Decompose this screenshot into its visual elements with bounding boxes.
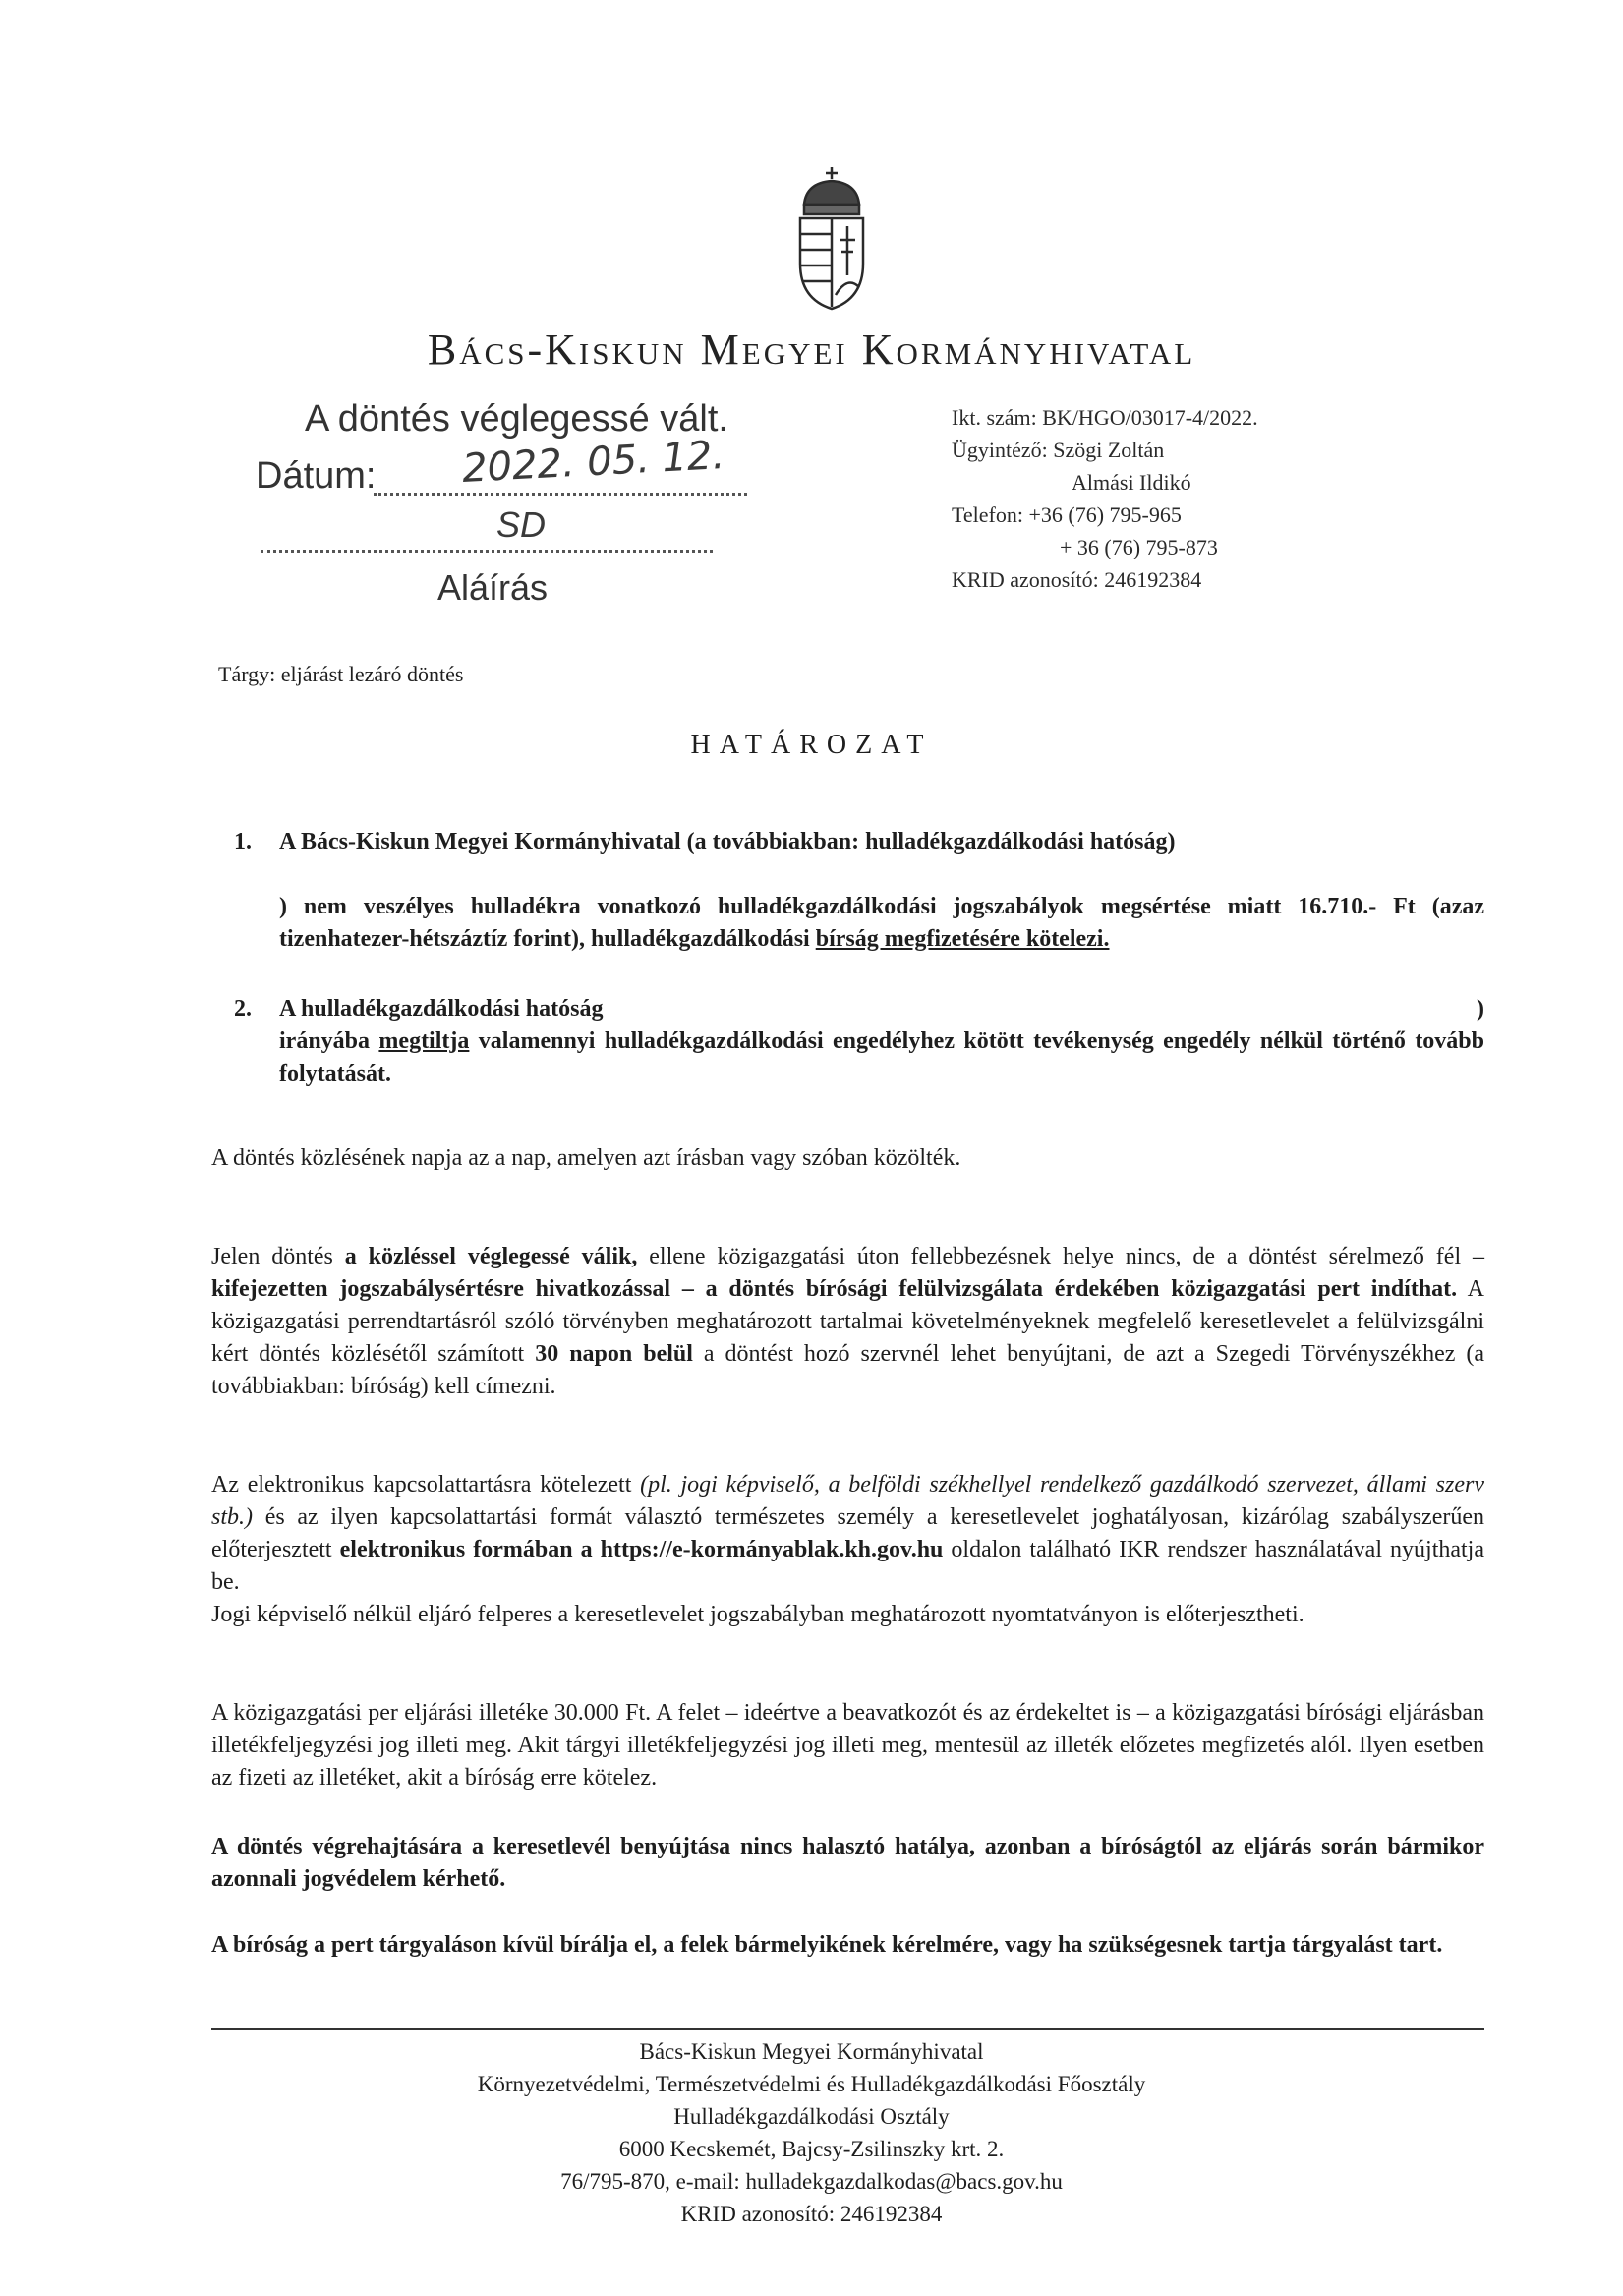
footer-line-6: KRID azonosító: 246192384 — [680, 2202, 943, 2226]
item-text-b: ) — [1477, 996, 1484, 1022]
item-text — [279, 993, 1484, 1090]
appeal-bold-3: 30 napon belül — [535, 1341, 693, 1367]
electronic-text-4: Jogi képviselő nélkül eljáró felperes a keresetlevelet jogszabályban meghatározott nyomtatványon is előterjesztheti. — [211, 1602, 1304, 1627]
stamp-date-label: Dátum: — [256, 455, 377, 497]
finality-stamp — [251, 398, 772, 624]
footer-line-3: Hulladékgazdálkodási Osztály — [673, 2104, 950, 2129]
document-heading: HATÁROZAT — [690, 730, 933, 760]
redacted-gap — [279, 858, 1484, 891]
appeal-paragraph — [211, 1241, 1484, 1403]
footer-line-4: 6000 Kecskemét, Bajcsy-Zsilinszky krt. 2. — [618, 2137, 1005, 2161]
stamp-signature-dotted-line — [261, 550, 713, 553]
item-text-underlined: bírság megfizetésére kötelezi. — [815, 926, 1110, 952]
footer-line-2: Környezetvédelmi, Természetvédelmi és Hulladékgazdálkodási Főosztály — [477, 2072, 1146, 2096]
item-text-d: valamennyi hulladékgazdálkodási engedélyhez kötött tevékenység engedély nélkül történő tovább folytatását. — [279, 1029, 1485, 1087]
item-text — [279, 826, 1484, 956]
reference-block — [952, 401, 1258, 596]
item-text-a: A Bács-Kiskun Megyei Kormányhivatal (a továbbiakban: hulladékgazdálkodási hatóság) — [279, 829, 1176, 854]
item-text-b: ) nem veszélyes hulladékra vonatkozó hulladékgazdálkodási jogszabályok megsértése miatt 16.710.- Ft (azaz tizenhatezer-hétszáztíz forint), hulladékgazdálkodási — [279, 894, 1484, 952]
footer — [0, 2035, 1623, 2230]
stamp-date-value: 2022. 05. 12. — [460, 433, 726, 492]
electronic-filing-paragraph — [211, 1469, 1484, 1631]
appeal-text-4: a döntést hozó szervnél lehet benyújtani, de azt a Szegedi Törvényszékhez (a továbbiakban: bíróság) kell címezni. — [211, 1341, 1485, 1399]
stamp-date-dotted-line — [374, 493, 747, 496]
footer-divider — [211, 2028, 1484, 2030]
stamp-final-text: A döntés véglegessé vált. — [305, 398, 728, 440]
file-number: Ikt. szám: BK/HGO/03017-4/2022. — [952, 405, 1258, 430]
notice-paragraph: A döntés közlésének napja az a nap, amelyen azt írásban vagy szóban közölték. — [211, 1146, 961, 1171]
item-text-c: irányába — [279, 1029, 371, 1054]
electronic-text-3: oldalon található IKR rendszer használatával nyújthatja be. — [211, 1537, 1485, 1595]
stamp-signature: SD — [496, 504, 547, 545]
subject-line: Tárgy: eljárást lezáró döntés — [218, 662, 464, 686]
case-officer-2: Almási Ildikó — [1072, 470, 1191, 495]
item-text-underlined: megtiltja — [378, 1029, 470, 1054]
court-paragraph: A bíróság a pert tárgyaláson kívül bírálja el, a felek bármelyikének kérelmére, vagy ha szükségesnek tartja tárgyalást tart. — [211, 1932, 1443, 1958]
appeal-text-2: ellene közigazgatási úton fellebbezésnek helye nincs, de a döntést sérelmező fél – — [649, 1244, 1484, 1269]
phone-1: Telefon: +36 (76) 795-965 — [952, 502, 1182, 527]
krid-id: KRID azonosító: 246192384 — [952, 567, 1202, 592]
decision-item-1 — [234, 826, 1484, 956]
electronic-bold-url: elektronikus formában a https://e-kormányablak.kh.gov.hu — [339, 1537, 944, 1562]
item-number: 1. — [234, 829, 252, 854]
office-title: Bács-Kiskun Megyei Kormányhivatal — [427, 325, 1196, 374]
item-number: 2. — [234, 996, 252, 1022]
phone-2: + 36 (76) 795-873 — [1060, 535, 1218, 559]
appeal-bold-1: a közléssel véglegessé válik, — [344, 1244, 638, 1269]
footer-line-1: Bács-Kiskun Megyei Kormányhivatal — [639, 2039, 984, 2064]
electronic-italic: (pl. jogi képviselő, a belföldi székhellyel rendelkező gazdálkodó szervezet, állami szerv stb.) — [211, 1472, 1485, 1530]
stamp-signature-label: Aláírás — [437, 567, 549, 608]
appeal-text-1: Jelen döntés — [211, 1244, 333, 1269]
execution-paragraph: A döntés végrehajtására a keresetlevél benyújtása nincs halasztó hatálya, azonban a bíróságtól az eljárás során bármikor azonnali jogvédelem kérhető. — [211, 1834, 1484, 1892]
appeal-text-3: A közigazgatási perrendtartásról szóló törvényben meghatározott tartalmai követelményeknek megfelelő keresetlevelet a felülvizsgálni kért döntés közlésétől számított — [211, 1276, 1484, 1367]
electronic-text-2: és az ilyen kapcsolattartási formát választó természetes személy a keresetlevelet joghatályosan, kizárólag szabályszerűen előterjesztett — [211, 1504, 1484, 1562]
electronic-text-1: Az elektronikus kapcsolattartásra kötelezett — [211, 1472, 632, 1498]
case-officer: Ügyintéző: Szögi Zoltán — [952, 438, 1165, 462]
fee-paragraph: A közigazgatási per eljárási illetéke 30.000 Ft. A felet – ideértve a beavatkozót és az érdekeltet is – a közigazgatási bírósági eljárásban illetékfeljegyzési jog illeti meg. Akit tárgyi illetékfeljegyzési jog illeti meg, mentesül az illeték előzetes megfizetés alól. Ilyen esetben az fizeti az illetéket, akit a bíróság erre kötelez. — [211, 1700, 1484, 1791]
coat-of-arms-icon — [792, 165, 871, 313]
appeal-bold-2: kifejezetten jogszabálysértésre hivatkozással – a döntés bírósági felülvizsgálata érdekében közigazgatási pert indíthat. — [211, 1276, 1458, 1302]
decision-item-2 — [234, 993, 1484, 1090]
footer-line-5: 76/795-870, e-mail: hulladekgazdalkodas@bacs.gov.hu — [560, 2169, 1063, 2194]
item-text-a: A hulladékgazdálkodási hatóság — [279, 996, 604, 1022]
